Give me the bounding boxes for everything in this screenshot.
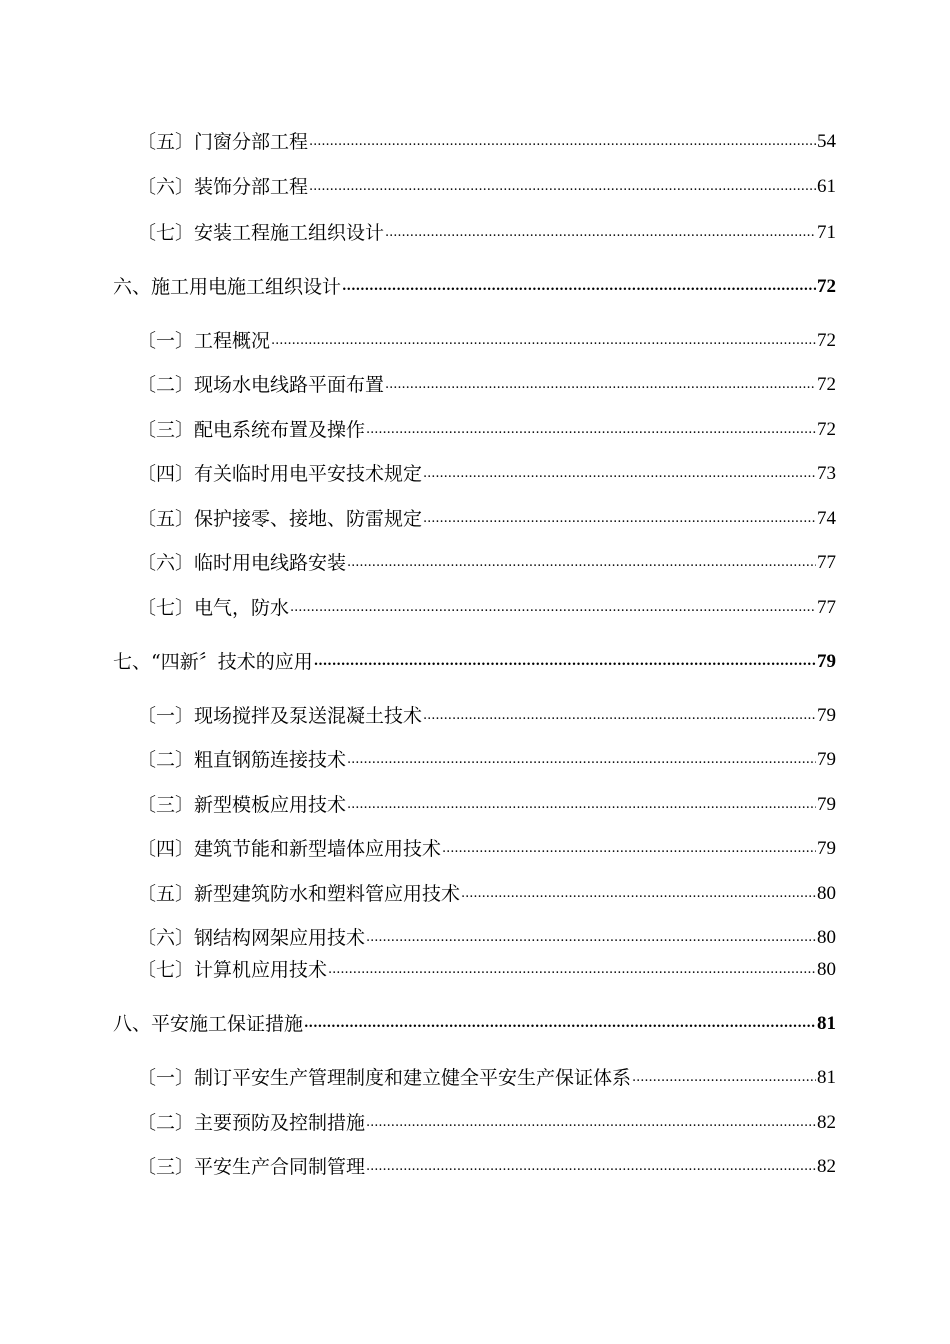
dot-leader xyxy=(309,180,816,194)
toc-entry-page: 80 xyxy=(817,927,836,948)
toc-entry[interactable] xyxy=(137,461,836,485)
dot-leader xyxy=(342,280,816,294)
toc-entry-page: 72 xyxy=(817,330,836,351)
dot-leader xyxy=(271,334,816,348)
toc-entry-page: 82 xyxy=(817,1112,836,1133)
toc-entry-page: 61 xyxy=(817,176,836,197)
toc-entry-page: 79 xyxy=(817,705,836,726)
toc-entry[interactable] xyxy=(137,220,836,244)
dot-leader xyxy=(385,378,816,392)
toc-entry-page: 81 xyxy=(817,1013,836,1034)
toc-entry-title: 六、施工用电施工组织设计 xyxy=(113,276,342,298)
toc-entry-page: 77 xyxy=(817,597,836,618)
toc-entry[interactable] xyxy=(137,506,836,530)
toc-entry-page: 72 xyxy=(817,419,836,440)
toc-entry-title: 〔一〕工程概况 xyxy=(137,330,271,352)
toc-section-heading[interactable] xyxy=(113,274,836,298)
dot-leader xyxy=(461,887,816,901)
toc-entry-page: 79 xyxy=(817,749,836,770)
toc-entry[interactable] xyxy=(137,328,836,352)
toc-entry-page: 77 xyxy=(817,552,836,573)
dot-leader xyxy=(632,1071,816,1085)
dot-leader xyxy=(366,1160,816,1174)
dot-leader xyxy=(347,753,816,767)
toc-entry-title: 〔七〕安装工程施工组织设计 xyxy=(137,222,385,244)
toc-entry[interactable] xyxy=(137,792,836,816)
toc-entry[interactable] xyxy=(137,1154,836,1178)
toc-entry-title: 〔六〕装饰分部工程 xyxy=(137,176,309,198)
dot-leader xyxy=(385,226,816,240)
toc-entry-title: 〔三〕新型模板应用技术 xyxy=(137,794,347,816)
dot-leader xyxy=(423,467,816,481)
toc-entry[interactable] xyxy=(137,703,836,727)
dot-leader xyxy=(290,601,816,615)
toc-entry-page: 54 xyxy=(817,131,836,152)
toc-entry-title: 〔五〕门窗分部工程 xyxy=(137,131,309,153)
toc-entry-page: 80 xyxy=(817,883,836,904)
toc-entry-title: 〔六〕临时用电线路安装 xyxy=(137,552,347,574)
toc-entry-title: 〔五〕新型建筑防水和塑料管应用技术 xyxy=(137,883,461,905)
dot-leader xyxy=(366,423,816,437)
dot-leader xyxy=(304,1017,816,1031)
toc-entry[interactable] xyxy=(137,836,836,860)
toc-entry-title: 〔三〕平安生产合同制管理 xyxy=(137,1156,366,1178)
toc-entry-page: 79 xyxy=(817,651,836,672)
toc-entry-title: 〔五〕保护接零、接地、防雷规定 xyxy=(137,508,423,530)
toc-entry-title: 〔一〕制订平安生产管理制度和建立健全平安生产保证体系 xyxy=(137,1067,632,1089)
toc-entry-title: 〔七〕计算机应用技术 xyxy=(137,959,328,981)
toc-entry-page: 73 xyxy=(817,463,836,484)
dot-leader xyxy=(309,135,816,149)
toc-entry-title: 〔二〕主要预防及控制措施 xyxy=(137,1112,366,1134)
toc-entry-title: 〔七〕电气，防水 xyxy=(137,597,290,619)
toc-entry-page: 74 xyxy=(817,508,836,529)
dot-leader xyxy=(347,556,816,570)
toc-entry-page: 80 xyxy=(817,959,836,980)
toc-entry-title: 〔三〕配电系统布置及操作 xyxy=(137,419,366,441)
toc-entry-title: 〔六〕钢结构网架应用技术 xyxy=(137,927,366,949)
toc-entry-title: 八、平安施工保证措施 xyxy=(113,1013,304,1035)
toc-entry-page: 72 xyxy=(817,276,836,297)
toc-entry-page: 72 xyxy=(817,374,836,395)
toc-entry-title: 〔四〕建筑节能和新型墙体应用技术 xyxy=(137,838,442,860)
toc-entry[interactable] xyxy=(137,550,836,574)
dot-leader xyxy=(366,931,816,945)
toc-entry[interactable] xyxy=(137,1110,836,1134)
dot-leader xyxy=(328,963,816,977)
toc-entry[interactable] xyxy=(137,881,836,905)
toc-entry-page: 79 xyxy=(817,838,836,859)
toc-entry[interactable] xyxy=(137,957,836,981)
toc-entry[interactable] xyxy=(137,595,836,619)
toc-entry-title: 〔二〕现场水电线路平面布置 xyxy=(137,374,385,396)
toc-entry-page: 79 xyxy=(817,794,836,815)
toc-entry[interactable] xyxy=(137,925,836,949)
toc-entry[interactable] xyxy=(137,372,836,396)
toc-entry-title: 〔一〕现场搅拌及泵送混凝土技术 xyxy=(137,705,423,727)
dot-leader xyxy=(366,1116,816,1130)
toc-entry-title: 〔四〕有关临时用电平安技术规定 xyxy=(137,463,423,485)
dot-leader xyxy=(423,709,816,723)
toc-entry[interactable] xyxy=(137,174,836,198)
toc-section-heading[interactable] xyxy=(113,1011,836,1035)
toc-entry[interactable] xyxy=(137,747,836,771)
dot-leader xyxy=(347,798,816,812)
toc-entry[interactable] xyxy=(137,1065,836,1089)
dot-leader xyxy=(442,842,816,856)
toc-entry[interactable] xyxy=(137,129,836,153)
dot-leader xyxy=(314,655,816,669)
toc-entry-title: 〔二〕粗直钢筋连接技术 xyxy=(137,749,347,771)
toc-entry[interactable] xyxy=(137,417,836,441)
toc-entry-title: 七、“四新〞技术的应用 xyxy=(113,651,313,673)
toc-entry-page: 82 xyxy=(817,1156,836,1177)
toc-entry-page: 81 xyxy=(817,1067,836,1088)
dot-leader xyxy=(423,512,816,526)
toc-entry-page: 71 xyxy=(817,222,836,243)
toc-section-heading[interactable] xyxy=(113,649,836,673)
